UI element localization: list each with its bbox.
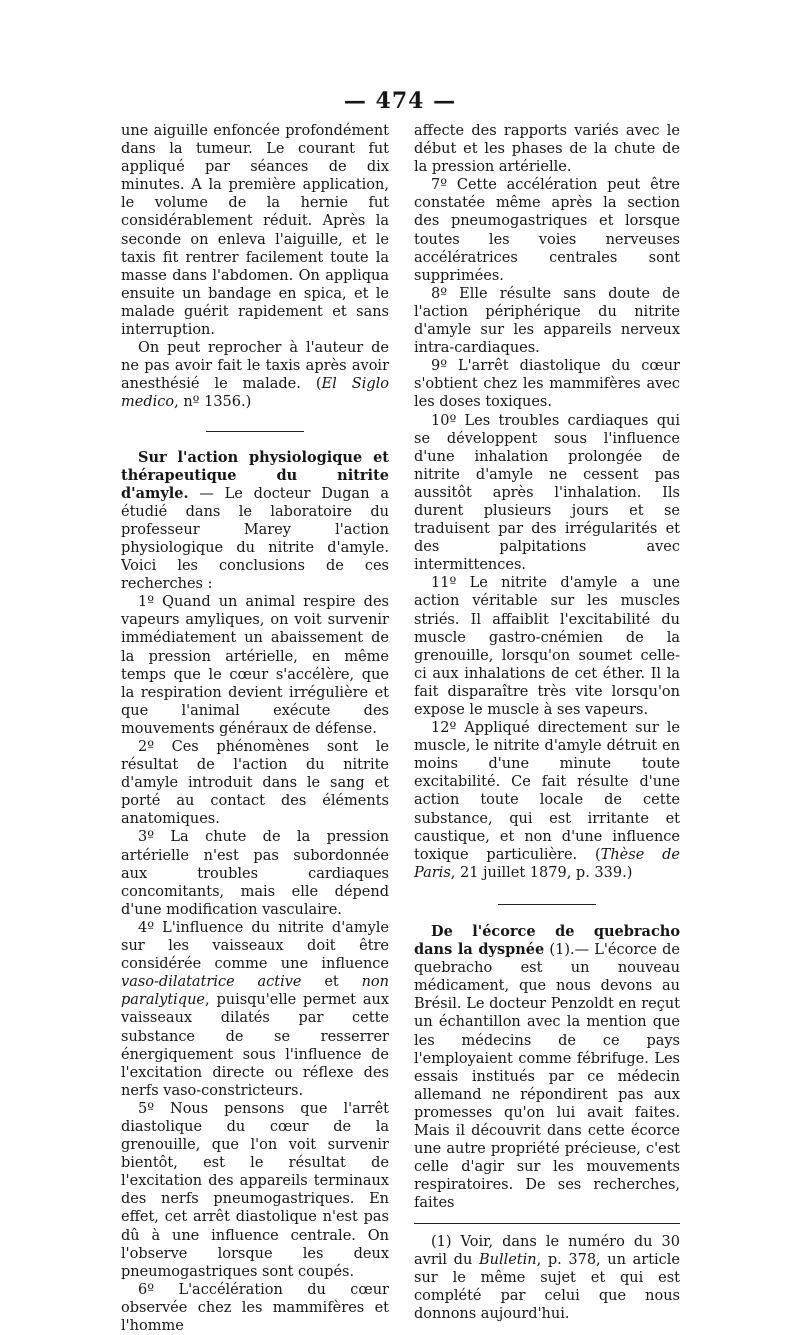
item4-text-c: , puisqu'elle permet aux vaisseaux dilatés par cette substance de se resserrer énergiquement sous l'influence de l'excitation directe ou réflexe des nerfs vaso-constricteurs. [121, 992, 389, 1099]
conclusion-item-3: 3º La chute de la pression artérielle n'est pas subordonnée aux troubles cardiaques concomitants, mais elle dépend d'une modification vasculaire. [121, 829, 389, 918]
item4-emphasis-2: non paralytique [121, 974, 389, 1009]
article-title: Sur l'action physiologique et thérapeutique du nitrite d'amyle. [121, 448, 389, 502]
paragraph-critique [121, 339, 389, 411]
critique-end: , nº 1356.) [174, 394, 252, 411]
item4-text-a: 4º L'influence du nitrite d'amyle sur les vaisseaux doit être considérée comme une influence [121, 919, 389, 973]
item12-text-b: , 21 juillet 1879, p. 339.) [450, 864, 633, 881]
footnote [414, 1234, 680, 1323]
footnote-text [414, 1234, 680, 1323]
source-citation: El Siglo medico [121, 376, 390, 411]
conclusion-item-11: 11º Le nitrite d'amyle a une action véritable sur les muscles striés. Il affaiblit l'excitabilité du muscle gastro-cnémien de la grenouille, lorsqu'on soumet celle-ci aux inhalations de cet éther. Il la fait disparaître très vite lorsqu'on expose le muscle à ses vapeurs. [414, 575, 680, 718]
article-intro-text: — Le docteur Dugan a étudié dans le laboratoire du professeur Marey l'action physiologique du nitrite d'amyle. Voici les conclusions de ces recherches : [121, 485, 389, 593]
item4-emphasis-1: vaso-dilatatrice active [121, 974, 302, 991]
conclusion-item-7: 7º Cette accélération peut être constatée même après la section des pneumogastriques et lorsque toutes les voies nerveuses accélératrices centrales sont supprimées. [414, 177, 680, 284]
footnote-source: Bulletin [478, 1252, 537, 1269]
conclusion-item-10: 10º Les troubles cardiaques qui se développent sous l'influence d'une inhalation prolongée de nitrite d'amyle ne cessent pas aussitôt après l'inhalation. Ils durent plusieurs jours et se traduisent par des irrégularités et des palpitations avec intermittences. [414, 412, 680, 574]
conclusion-item-6-continued: affecte des rapports variés avec le début et les phases de la chute de la pression artérielle. [414, 123, 680, 176]
item12-source: Thèse de Paris [414, 846, 680, 881]
footnote-ref: (1). [544, 942, 575, 959]
article-intro [121, 449, 389, 594]
quebracho-text: — L'écorce de quebracho est un nouveau médicament, que nous devons au Brésil. Le docteur Penzoldt en reçut un échantillon avec la mention que les médecins de ce pays l'employaient comme fébrifuge. Les essais institués par ce médecin allemand ne répondirent pas aux promesses qu'on lui avait faites. Mais il découvrit dans cette écorce une autre propriété précieuse, c'est celle d'agir sur les mouvements respiratoires. De ses recherches, faites [414, 942, 680, 1212]
page-number: — 474 — [343, 88, 457, 114]
critique-text: On peut reprocher à l'auteur de ne pas avoir fait le taxis après avoir anesthésié le malade. ( [121, 340, 389, 393]
conclusion-item-12 [414, 719, 680, 882]
footnote-divider [414, 1223, 680, 1224]
conclusion-item-2: 2º Ces phénomènes sont le résultat de l'action du nitrite d'amyle introduit dans le sang et porté au contact des éléments anatomiques. [121, 739, 389, 828]
footnote-text-a: (1) Voir, dans le numéro du 30 avril du [414, 1234, 680, 1269]
conclusion-item-5: 5º Nous pensons que l'arrêt diastolique du cœur de la grenouille, que l'on voit survenir bientôt, est le résultat de l'excitation des appareils terminaux des nerfs pneumogastriques. En effet, cet arrêt diastolique n'est pas dû à une influence centrale. On l'observe lorsque les deux pneumogastriques sont coupés. [121, 1100, 389, 1280]
section-divider [206, 431, 304, 432]
footnote-text-b: , p. 378, un article sur le même sujet et qui est complété par celui que nous donnons aujourd'hui. [414, 1252, 681, 1322]
conclusion-item-6: 6º L'accélération du cœur observée chez les mammifères et l'homme [121, 1281, 389, 1334]
paragraph-hernia-continued: une aiguille enfoncée profondément dans la tumeur. Le courant fut appliqué par séances de dix minutes. A la première application, le volume de la hernie fut considérablement réduit. Après la seconde on enleva l'aiguille, et le taxis fit rentrer facilement toute la masse dans l'abdomen. On appliqua ensuite un bandage en spica, et le malade guérit rapidement et sans interruption. [121, 123, 389, 339]
item12-text-a: 12º Appliqué directement sur le muscle, le nitrite d'amyle détruit en moins d'une minute toute excitabilité. Ce fait résulte d'une action toute locale de cette substance, qui est irritante et caustique, et non d'une influence toxique particulière. ( [414, 720, 680, 863]
conclusion-item-8: 8º Elle résulte sans doute de l'action périphérique du nitrite d'amyle sur les appareils nerveux intra-cardiaques. [414, 285, 680, 357]
conclusion-item-9: 9º L'arrêt diastolique du cœur s'obtient chez les mammifères avec les doses toxiques. [414, 358, 680, 411]
section-divider [498, 904, 596, 905]
right-column [414, 122, 680, 1323]
conclusion-item-4 [121, 919, 389, 1100]
left-column [121, 122, 389, 1335]
item4-text-b: et [301, 974, 362, 991]
quebracho-article [414, 923, 680, 1213]
quebracho-title: De l'écorce de quebracho dans la dyspnée [414, 922, 680, 959]
conclusion-item-1: 1º Quand un animal respire des vapeurs amyliques, on voit survenir immédiatement un abaissement de la pression artérielle, en même temps que le cœur s'accélère, que la respiration devient irrégulière et que l'animal exécute des mouvements généraux de défense. [121, 594, 389, 737]
